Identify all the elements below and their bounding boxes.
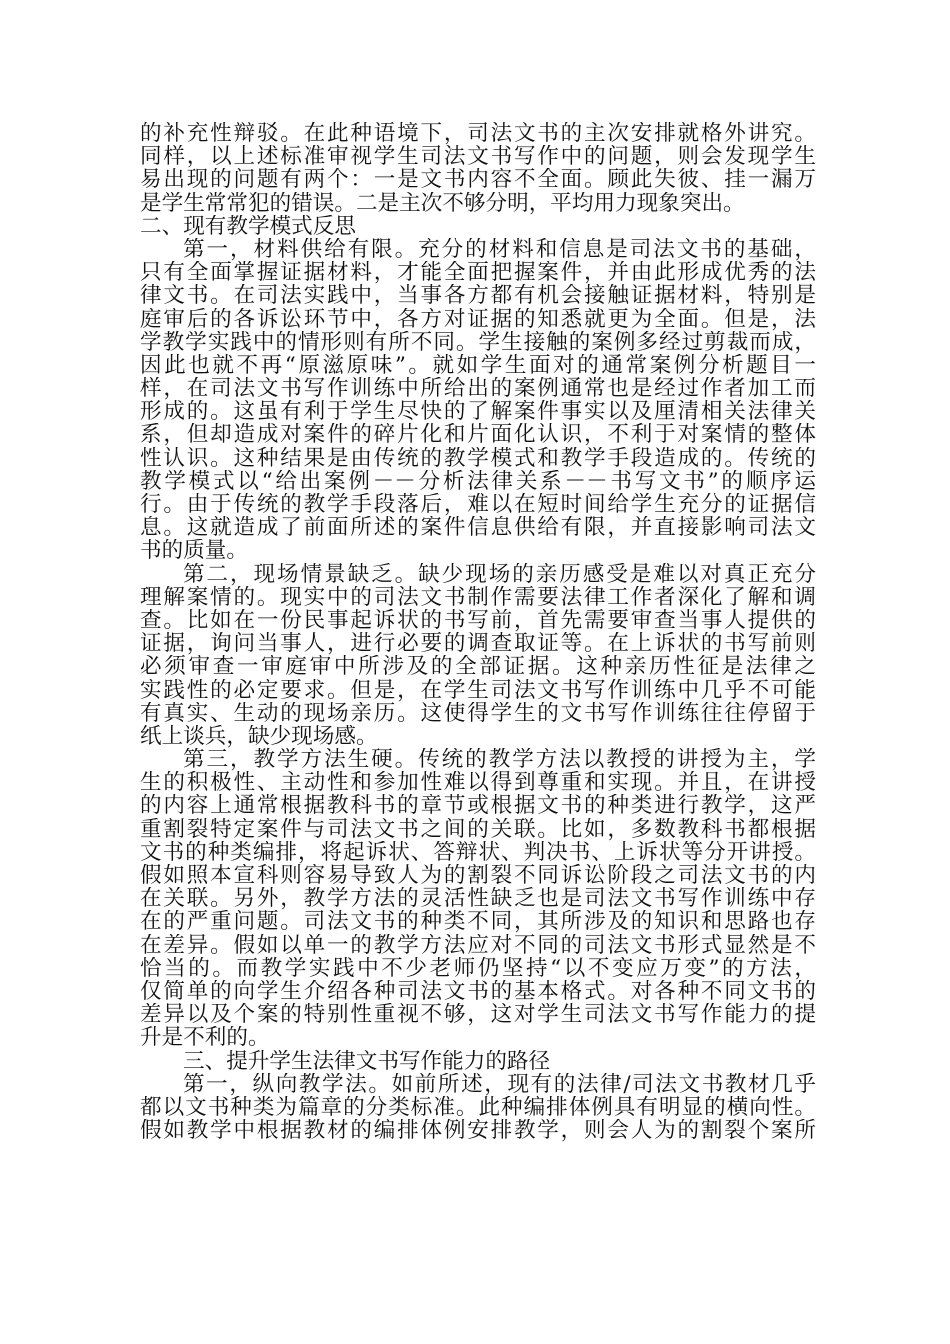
text-line: 在的严重问题。司法文书的种类不同，其所涉及的知识和思路也存 (140, 910, 816, 934)
text-line: 行。由于传统的教学手段落后，难以在短时间给学生充分的证据信 (140, 493, 816, 517)
text-line: 查。比如在一份民事起诉状的书写前，首先需要审查当事人提供的 (140, 608, 816, 633)
text-line: 在差异。假如以单一的教学方法应对不同的司法文书形式显然是不 (140, 933, 816, 957)
text-line: 文书的种类编排，将起诉状、答辩状、判决书、上诉状等分开讲授。 (140, 840, 816, 864)
text-line: 因此也就不再“原滋原味”。就如学生面对的通常案例分析题目一 (140, 353, 816, 378)
text-line: 是学生常常犯的错误。二是主次不够分明，平均用力现象突出。 (140, 191, 745, 215)
text-line: 在关联。另外，教学方法的灵活性缺乏也是司法文书写作训练中存 (140, 887, 816, 911)
text-line: 律文书。在司法实践中，当事各方都有机会接触证据材料，特别是 (140, 284, 816, 308)
text-line: 生的积极性、主动性和参加性难以得到尊重和实现。并且，在讲授 (140, 771, 816, 795)
text-line: 的补充性辩驳。在此种语境下，司法文书的主次安排就格外讲究。 (140, 122, 816, 146)
text-line: 必须审查一审庭审中所涉及的全部证据。这种亲历性征是法律之 (140, 655, 816, 679)
text-line: 恰当的。而教学实践中不少老师仍坚持“以不变应万变”的方法， (140, 956, 816, 980)
text-line: 书的质量。 (140, 539, 248, 563)
text-line: 升是不利的。 (140, 1026, 270, 1050)
text-line: 庭审后的各诉讼环节中，各方对证据的知悉就更为全面。但是，法 (140, 307, 816, 331)
text-line: 学教学实践中的情形则有所不同。学生接触的案例多经过剪裁而成， (140, 330, 816, 354)
text-line: 形成的。这虽有利于学生尽快的了解案件事实以及厘清相关法律关 (140, 400, 816, 424)
text-line: 假如照本宣科则容易导致人为的割裂不同诉讼阶段之司法文书的内 (140, 864, 816, 888)
text-line: 第一，材料供给有限。充分的材料和信息是司法文书的基础， (183, 237, 816, 262)
text-line: 系，但却造成对案件的碎片化和片面化认识，不利于对案情的整体 (140, 423, 816, 447)
text-line: 第二，现场情景缺乏。缺少现场的亲历感受是难以对真正充分 (183, 562, 816, 586)
text-line: 息。这就造成了前面所述的案件信息供给有限，并直接影响司法文 (140, 516, 816, 540)
text-line: 只有全面掌握证据材料，才能全面把握案件，并由此形成优秀的法 (140, 261, 816, 285)
text-line: 有真实、生动的现场亲历。这使得学生的文书写作训练往往停留于 (140, 701, 816, 725)
text-line: 都以文书种类为篇章的分类标准。此种编排体例具有明显的横向性。 (140, 1095, 816, 1120)
text-line: 纸上谈兵，缺少现场感。 (140, 724, 378, 749)
document-page (140, 122, 816, 1142)
text-line: 差异以及个案的特别性重视不够，这对学生司法文书写作能力的提 (140, 1003, 816, 1027)
text-line: 假如教学中根据教材的编排体例安排教学，则会人为的割裂个案所 (140, 1119, 816, 1143)
text-line: 教学模式以“给出案例－－分析法律关系－－书写文书”的顺序运 (140, 469, 816, 493)
text-line: 理解案情的。现实中的司法文书制作需要法律工作者深化了解和调 (140, 585, 816, 609)
text-line: 三、提升学生法律文书写作能力的路径 (183, 1049, 551, 1073)
text-line: 同样，以上述标准审视学生司法文书写作中的问题，则会发现学生 (140, 145, 816, 169)
text-line: 第一，纵向教学法。如前所述，现有的法律/司法文书教材几乎 (183, 1072, 816, 1096)
text-line: 易出现的问题有两个：一是文书内容不全面。顾此失彼、挂一漏万 (140, 168, 816, 192)
text-line: 仅简单的向学生介绍各种司法文书的基本格式。对各种不同文书的 (140, 979, 816, 1004)
text-line: 证据，询问当事人，进行必要的调查取证等。在上诉状的书写前则 (140, 632, 816, 656)
text-line: 性认识。这种结果是由传统的教学模式和教学手段造成的。传统的 (140, 446, 816, 470)
text-line: 样，在司法文书写作训练中所给出的案例通常也是经过作者加工而 (140, 377, 816, 401)
text-line: 重割裂特定案件与司法文书之间的关联。比如，多数教科书都根据 (140, 817, 816, 841)
text-line: 二、现有教学模式反思 (140, 214, 356, 238)
text-line: 的内容上通常根据教科书的章节或根据文书的种类进行教学，这严 (140, 794, 816, 818)
text-line: 实践性的必定要求。但是，在学生司法文书写作训练中几乎不可能 (140, 678, 816, 702)
text-line: 第三，教学方法生硬。传统的教学方法以教授的讲授为主，学 (183, 748, 816, 772)
